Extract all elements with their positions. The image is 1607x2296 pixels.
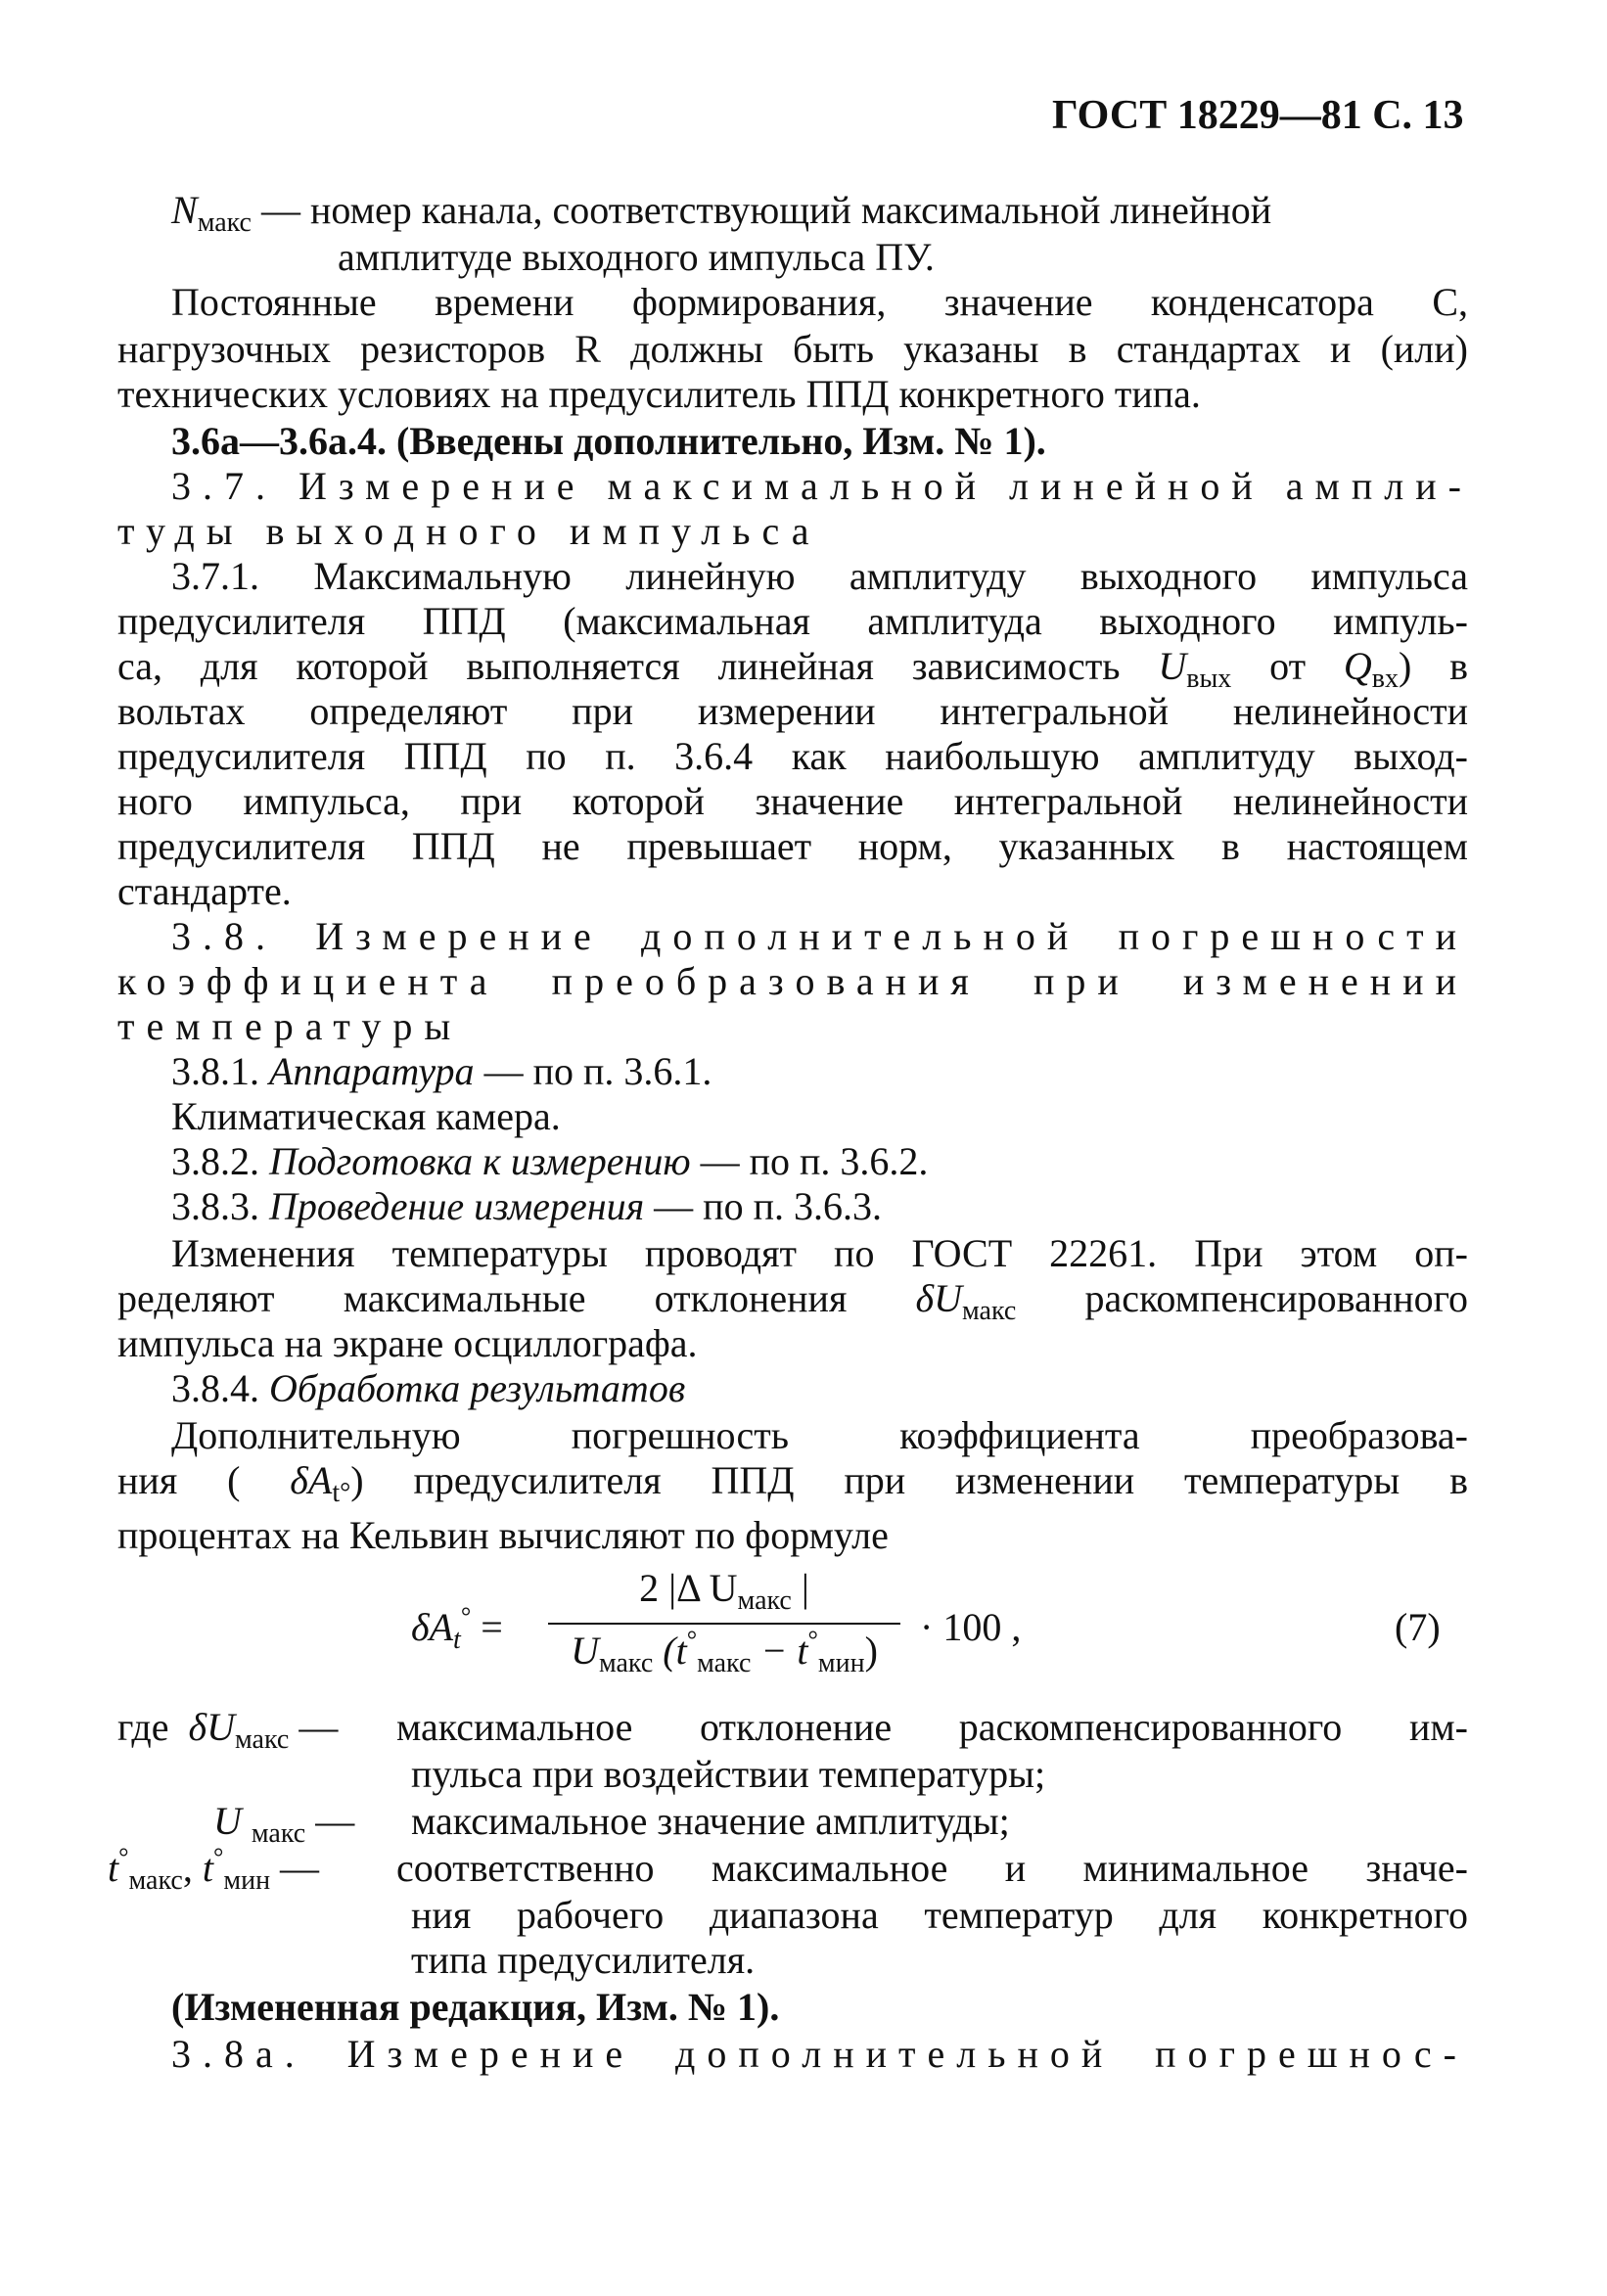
amendment-note: 3.6а—3.6а.4. (Введены дополнительно, Изм. № 1).: [171, 419, 1046, 463]
nmax-definition: [171, 188, 1272, 238]
paragraph-line: стандарте.: [117, 869, 292, 913]
paragraph-line: процентах на Кельвин вычисляют по формуле: [117, 1513, 889, 1557]
formula-numerator: 2 |Δ $U_{макс}$ |: [639, 1566, 809, 1616]
paragraph-line: Дополнительную погрешность коэффициента преобразова-: [171, 1413, 1468, 1457]
q-symbol: Q: [1343, 644, 1372, 688]
paragraph-line: предусилителя ППД (максимальная амплитуда выходного импуль-: [117, 599, 1468, 643]
subsection-384: 3.8.4. Обработка результатов: [171, 1366, 686, 1410]
formula-number: (7): [1395, 1605, 1441, 1649]
paragraph-line: Постоянные времени формирования, значение конденсатора C,: [171, 280, 1468, 324]
paragraph-line: предусилителя ППД не превышает норм, указанных в настоящем: [117, 824, 1468, 868]
nmax-continuation: амплитуде выходного импульса ПУ.: [338, 235, 935, 279]
where-term-1: где $\delta U_{макс}$ —: [117, 1705, 339, 1755]
u-symbol: U: [1158, 644, 1187, 688]
formula-lhs: $\delta A_t^\circ$ =: [411, 1602, 503, 1655]
subsection-383: 3.8.3. Проведение измерения — по п. 3.6.3.: [171, 1184, 882, 1228]
where-definition-3: ния рабочего диапазона температур для конкретного: [411, 1893, 1468, 1937]
section-heading: коэффициента преобразования при изменении: [117, 959, 1468, 1003]
where-definition-1: максимальное отклонение раскомпенсированного им-: [396, 1705, 1468, 1749]
section-heading: 3.7. Измерение максимальной линейной ампли-: [171, 464, 1473, 508]
where-definition-2: максимальное значение амплитуды;: [411, 1799, 1010, 1843]
section-heading: туды выходного импульса: [117, 509, 821, 553]
where-term-3: $t^\circ_{макс}$, $t^\circ_{мин}$ —: [108, 1843, 320, 1896]
subsection-381: 3.8.1. Аппаратура — по п. 3.6.1.: [171, 1049, 712, 1093]
paragraph-line: са, для которой выполняется линейная зависимость $U_{вых}$ от $Q_{вх}$) в: [117, 644, 1469, 694]
page-header: ГОСТ 18229—81 С. 13: [1052, 93, 1464, 138]
paragraph-line: вольтах определяют при измерении интегральной нелинейности: [117, 689, 1468, 733]
paragraph-line: ного импульса, при которой значение интегральной нелинейности: [117, 779, 1468, 823]
delta-a-symbol: δA: [290, 1458, 333, 1502]
where-definition-3: типа предусилителя.: [411, 1938, 756, 1982]
formula-multiplier: · 100 ,: [920, 1605, 1022, 1649]
nmax-symbol: N: [171, 188, 198, 232]
subsection-382: 3.8.2. Подготовка к измерению — по п. 3.6.2.: [171, 1139, 929, 1183]
paragraph-line: нагрузочных резисторов R должны быть указаны в стандартах и (или): [117, 327, 1468, 371]
where-definition-3: соответственно максимальное и минимальное значе-: [396, 1846, 1468, 1890]
amendment-note: (Измененная редакция, Изм. № 1).: [171, 1985, 780, 2029]
paragraph-line: 3.7.1. Максимальную линейную амплитуду выходного импульса: [171, 554, 1468, 598]
paragraph-line: импульса на экране осциллографа.: [117, 1321, 698, 1365]
delta-u-symbol: δU: [915, 1276, 963, 1320]
formula-denominator: $U_{макс}$ $(t^\circ_{макс} - t^\circ_{мин})$: [571, 1626, 878, 1678]
paragraph-line: технических условиях на предусилитель ППД конкретного типа.: [117, 372, 1201, 416]
paragraph-line: ния ( $\delta A_{t^\circ}$) предусилителя ППД при изменении температуры в: [117, 1458, 1469, 1508]
section-heading: температуры: [117, 1004, 463, 1048]
equipment-line: Климатическая камера.: [171, 1094, 561, 1138]
where-definition-1: пульса при воздействии температуры;: [411, 1752, 1046, 1796]
paragraph-line: Изменения температуры проводят по ГОСТ 22261. При этом оп-: [171, 1231, 1468, 1275]
nmax-subscript: макс: [197, 207, 252, 238]
section-heading: 3.8. Измерение дополнительной погрешности: [171, 914, 1468, 958]
paragraph-line: предусилителя ППД по п. 3.6.4 как наибольшую амплитуду выход-: [117, 734, 1468, 778]
where-term-2: U $_{макс}$ —: [213, 1799, 355, 1849]
fraction-bar: [548, 1623, 900, 1625]
nmax-text: — номер канала, соответствующий максимальной линейной: [251, 188, 1272, 232]
section-heading: 3.8а. Измерение дополнительной погрешнос-: [171, 2032, 1468, 2076]
paragraph-line: ределяют максимальные отклонения $\delta U_{макс}$ раскомпенсированного: [117, 1276, 1469, 1326]
